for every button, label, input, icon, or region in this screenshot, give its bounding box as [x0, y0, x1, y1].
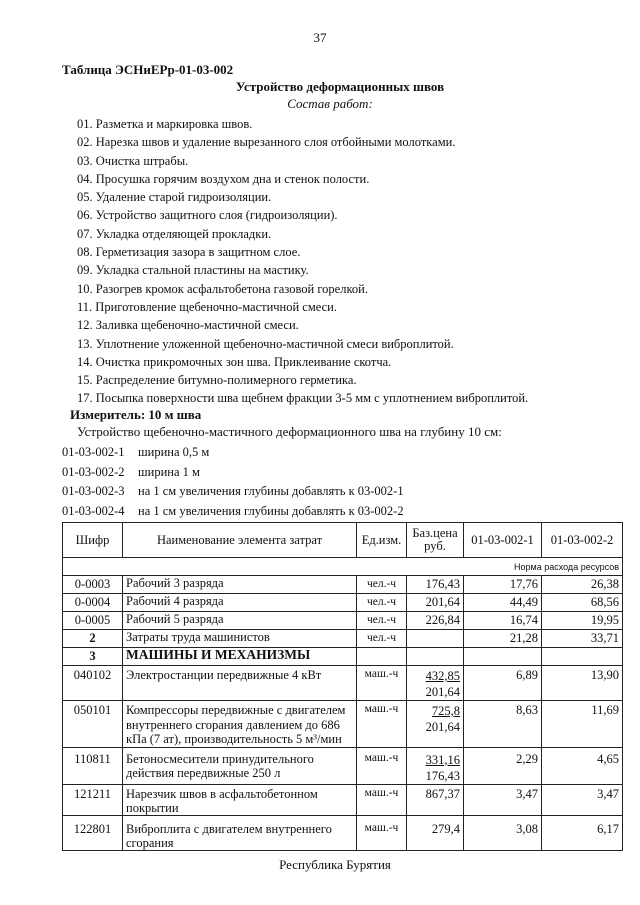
table-row: [63, 747, 623, 784]
cell-code: 3: [63, 648, 123, 666]
cell-unit: чел.-ч: [357, 594, 407, 612]
variant-code: 01-03-002-3: [62, 484, 125, 498]
variant-item: [62, 502, 404, 522]
cell-unit: чел.-ч: [357, 576, 407, 594]
cell-unit: маш.-ч: [357, 666, 407, 701]
table-row: [63, 784, 623, 815]
cell-name: Рабочий 4 разряда: [123, 594, 357, 612]
variant-code: 01-03-002-4: [62, 503, 125, 518]
list-item: 17. Посыпка поверхности шва щебнем фракции 3-5 мм с уплотнением виброплитой.: [77, 391, 529, 406]
variant-text: ширина 1 м: [138, 464, 200, 479]
list-item: 11. Приготовление щебеночно-мастичной смеси.: [77, 299, 337, 314]
works-list: [77, 115, 528, 408]
list-item: 06. Устройство защитного слоя (гидроизоляции).: [77, 208, 338, 223]
list-item: 03. Очистка штрабы.: [77, 153, 189, 168]
cell-value-1: 21,28: [464, 630, 542, 648]
cell-name: Рабочий 3 разряда: [123, 576, 357, 594]
meter: Измеритель: 10 м шва: [70, 407, 202, 422]
cell-code: 040102: [63, 666, 123, 701]
price-underlined: 432,85: [425, 669, 460, 683]
price-secondary: 176,43: [425, 768, 460, 783]
cell-code: 0-0003: [63, 576, 123, 594]
header-col1: 01-03-002-1: [464, 523, 542, 558]
table-row: [63, 648, 623, 666]
cell-price: [407, 701, 464, 748]
header-col2: 01-03-002-2: [542, 523, 623, 558]
cell-name: Нарезчик швов в асфальтобетонном покрытии: [123, 784, 357, 815]
cell-value-2: 4,65: [542, 747, 623, 784]
list-item: 14. Очистка прикромочных зон шва. Приклеивание скотча.: [77, 354, 392, 369]
cell-value-1: 17,76: [464, 576, 542, 594]
variant-code: 01-03-002-2: [62, 464, 125, 479]
cell-value-1: 44,49: [464, 594, 542, 612]
list-item: 01. Разметка и маркировка швов.: [77, 117, 253, 131]
table-row: [63, 612, 623, 630]
cell-price: 226,84: [407, 612, 464, 630]
price-underlined: 331,16: [425, 752, 460, 767]
cell-unit: [357, 648, 407, 666]
list-item: 09. Укладка стальной пластины на мастику.: [77, 263, 309, 278]
norm-caption-row: [63, 558, 623, 576]
page-number: 37: [313, 30, 327, 45]
variant-item: [62, 482, 404, 502]
intro-text: Устройство щебеночно-мастичного деформационного шва на глубину 10 см:: [77, 424, 502, 439]
list-item: 07. Укладка отделяющей прокладки.: [77, 226, 272, 241]
cell-value-2: [542, 648, 623, 666]
resources-table: [62, 522, 623, 851]
cell-unit: чел.-ч: [357, 630, 407, 648]
list-item: 12. Заливка щебеночно-мастичной смеси.: [77, 318, 299, 333]
cell-price: 279,4: [407, 815, 464, 850]
cell-price: 176,43: [407, 576, 464, 594]
works-heading: Состав работ:: [287, 96, 373, 111]
cell-value-1: 3,08: [464, 815, 542, 850]
cell-name: МАШИНЫ И МЕХАНИЗМЫ: [123, 648, 357, 666]
cell-name: Электростанции передвижные 4 кВт: [123, 666, 357, 701]
variants-list: [62, 443, 404, 521]
cell-name: Компрессоры передвижные с двигателем внутреннего сгорания давлением до 686 кПа (7 ат), производительность 5 м³/мин: [123, 701, 357, 748]
price-secondary: 201,64: [425, 685, 460, 699]
cell-unit: чел.-ч: [357, 612, 407, 630]
cell-unit: маш.-ч: [357, 701, 407, 748]
cell-name: Бетоносмесители принудительного действия передвижные 250 л: [123, 747, 357, 784]
cell-unit: маш.-ч: [357, 784, 407, 815]
cell-code: 0-0005: [63, 612, 123, 630]
cell-price: 867,37: [407, 784, 464, 815]
cell-value-2: 68,56: [542, 594, 623, 612]
cell-code: 122801: [63, 815, 123, 850]
cell-code: 110811: [63, 747, 123, 784]
cell-unit: маш.-ч: [357, 815, 407, 850]
price-secondary: 201,64: [425, 720, 460, 734]
cell-name: Виброплита с двигателем внутреннего сгорания: [123, 815, 357, 850]
header-name: Наименование элемента затрат: [123, 523, 357, 558]
table-row: [63, 666, 623, 701]
list-item: 05. Удаление старой гидроизоляции.: [77, 190, 272, 205]
cell-price: 201,64: [407, 594, 464, 612]
table-header-row: [63, 523, 623, 558]
cell-price: [407, 666, 464, 701]
cell-price: [407, 648, 464, 666]
variant-item: [62, 463, 404, 483]
cell-value-2: 33,71: [542, 630, 623, 648]
list-item: 02. Нарезка швов и удаление вырезанного слоя отбойными молотками.: [77, 135, 456, 150]
norm-caption: Норма расхода ресурсов: [63, 558, 623, 576]
cell-value-2: 13,90: [542, 666, 623, 701]
cell-value-2: 26,38: [542, 576, 623, 594]
cell-unit: маш.-ч: [357, 747, 407, 784]
header-code: Шифр: [63, 523, 123, 558]
header-price: Баз.цена руб.: [407, 523, 464, 558]
cell-name: Рабочий 5 разряда: [123, 612, 357, 630]
list-item: 15. Распределение битумно-полимерного герметика.: [77, 373, 357, 388]
cell-value-2: 6,17: [542, 815, 623, 850]
table-row: [63, 630, 623, 648]
table-row: [63, 594, 623, 612]
cell-price: [407, 747, 464, 784]
cell-value-1: 2,29: [464, 747, 542, 784]
cell-value-1: 16,74: [464, 612, 542, 630]
price-underlined: 725,8: [431, 704, 460, 718]
header-unit: Ед.изм.: [357, 523, 407, 558]
cell-code: 2: [63, 630, 123, 648]
footer: Республика Бурятия: [279, 857, 391, 872]
variant-text: на 1 см увеличения глубины добавлять к 03-002-2: [138, 503, 404, 518]
cell-code: 050101: [63, 701, 123, 748]
cell-value-1: 8,63: [464, 701, 542, 748]
list-item: 13. Уплотнение уложенной щебеночно-мастичной смеси виброплитой.: [77, 336, 454, 351]
list-item: 10. Разогрев кромок асфальтобетона газовой горелкой.: [77, 281, 368, 296]
variant-item: [62, 443, 404, 463]
cell-value-2: 19,95: [542, 612, 623, 630]
table-row: [63, 576, 623, 594]
list-item: 08. Герметизация зазора в защитном слое.: [77, 245, 301, 260]
cell-name: Затраты труда машинистов: [123, 630, 357, 648]
table-code: Таблица ЭСНиЕРр-01-03-002: [62, 62, 234, 77]
cell-code: 121211: [63, 784, 123, 815]
variant-code: 01-03-002-1: [62, 445, 125, 459]
list-item: 04. Просушка горячим воздухом дна и стенок полости.: [77, 171, 370, 186]
cell-value-1: [464, 648, 542, 666]
section-title: Устройство деформационных швов: [235, 79, 445, 94]
table-row: [63, 701, 623, 748]
cell-price: [407, 630, 464, 648]
variant-text: на 1 см увеличения глубины добавлять к 03-002-1: [138, 484, 404, 498]
table-row: [63, 815, 623, 850]
cell-code: 0-0004: [63, 594, 123, 612]
variant-text: ширина 0,5 м: [138, 445, 210, 459]
cell-value-2: 11,69: [542, 701, 623, 748]
cell-value-2: 3,47: [542, 784, 623, 815]
cell-value-1: 3,47: [464, 784, 542, 815]
cell-value-1: 6,89: [464, 666, 542, 701]
